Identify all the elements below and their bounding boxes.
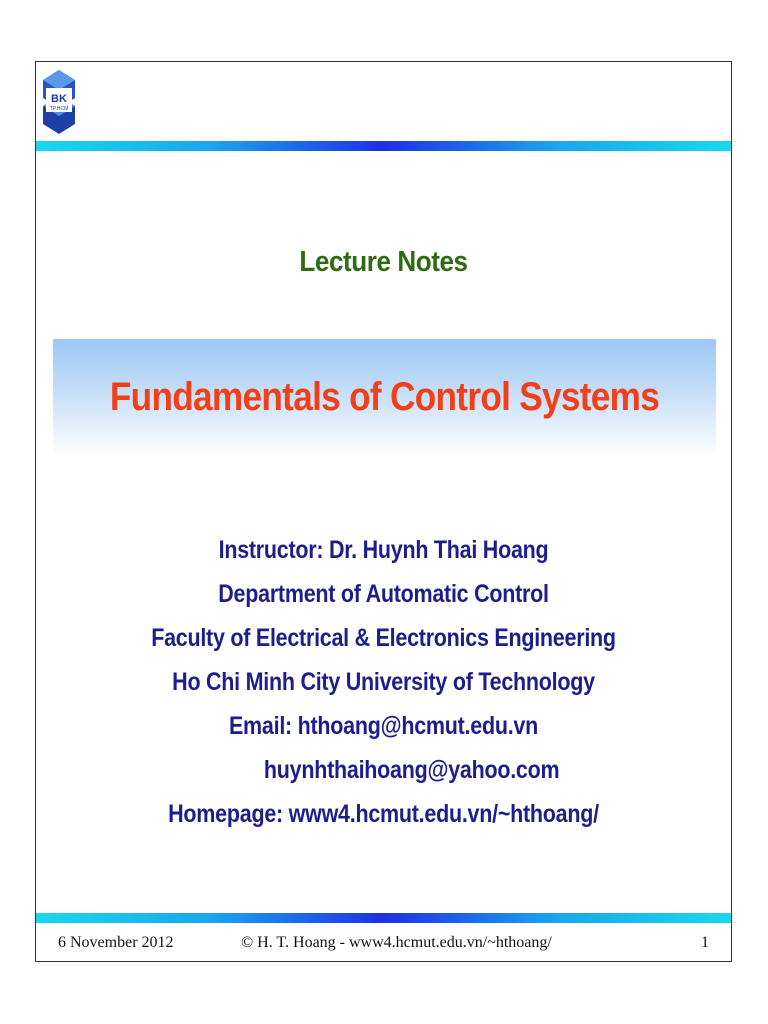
- email-secondary-line: huynhthaihoang@yahoo.com: [263, 756, 560, 784]
- title-banner: [53, 339, 716, 457]
- instructor-info: [36, 528, 731, 836]
- email-line: Email: hthoang@hcmut.edu.vn: [228, 712, 539, 740]
- instructor-line: Instructor: Dr. Huynh Thai Hoang: [218, 536, 549, 564]
- university-line: Ho Chi Minh City University of Technology: [172, 668, 595, 696]
- homepage-line: Homepage: www4.hcmut.edu.vn/~hthoang/: [168, 800, 599, 828]
- slide-title: Fundamentals of Control Systems: [109, 375, 660, 419]
- department-line: Department of Automatic Control: [218, 580, 549, 608]
- footer-date: 6 November 2012: [58, 934, 174, 951]
- bk-university-logo: [39, 68, 79, 136]
- slide-page: [35, 61, 732, 962]
- lecture-notes-label: Lecture Notes: [299, 246, 468, 278]
- header-color-band: [36, 141, 731, 151]
- slide-footer: [36, 932, 731, 956]
- logo-subtext: TP.HCM: [49, 106, 69, 112]
- logo-text: BK: [51, 93, 67, 105]
- footer-copyright: © H. T. Hoang - www4.hcmut.edu.vn/~hthoang/: [241, 934, 552, 951]
- footer-color-band: [36, 913, 731, 923]
- page-number: 1: [701, 934, 709, 951]
- faculty-line: Faculty of Electrical & Electronics Engineering: [151, 624, 616, 652]
